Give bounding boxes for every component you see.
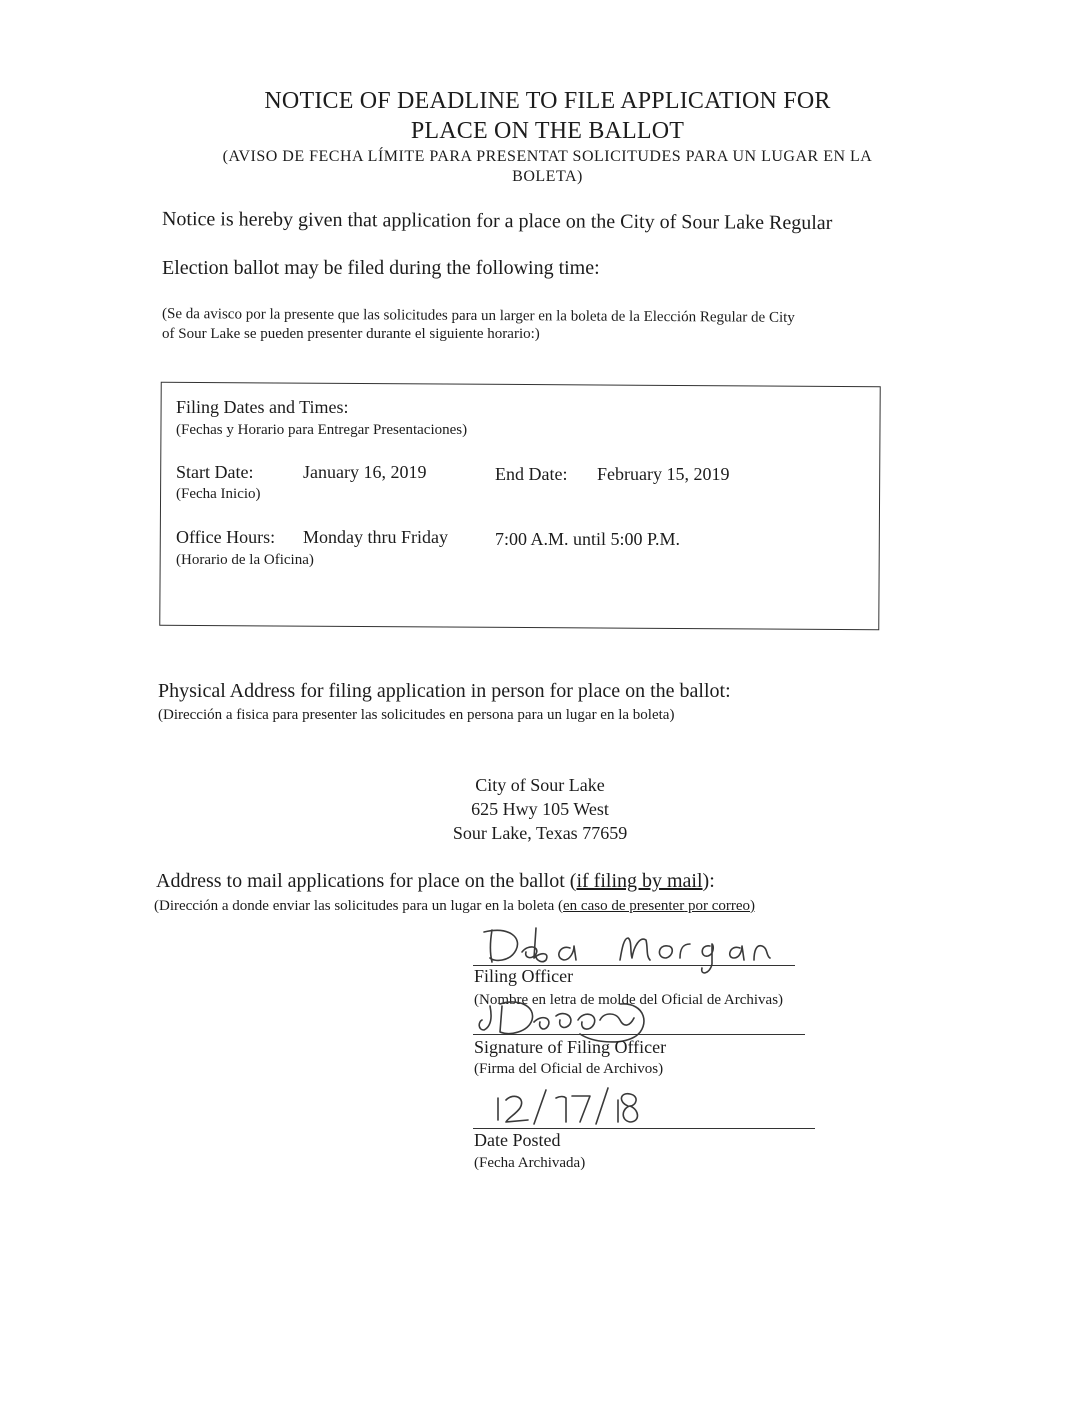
end-date-label: End Date: — [495, 464, 568, 484]
physical-address-label-es: (Dirección a fisica para presenter las solicitudes en persona para un lugar en la boleta) — [158, 707, 675, 723]
notice-spanish-line2: of Sour Lake se pueden presenter durante el siguiente horario:) — [162, 326, 540, 342]
date-posted-handwriting — [490, 1084, 640, 1130]
notice-text-line2: Election ballot may be filed during the following time: — [162, 257, 600, 279]
mail-address-label-underlined: if filing by mail — [576, 870, 703, 892]
signature-line — [473, 1034, 805, 1035]
signature-label-es: (Firma del Oficial de Archivos) — [474, 1061, 664, 1077]
start-date-label: Start Date: — [176, 462, 254, 482]
notice-spanish-line1: (Se da avisco por la presente que las solicitudes para un larger en la boleta de la Elección Regular de City — [161, 306, 795, 326]
filing-dates-box — [159, 382, 880, 630]
address-line2: 625 Hwy 105 West — [471, 799, 609, 819]
mail-address-es-underlined: en caso de presenter — [563, 898, 685, 914]
office-hours-label-es: (Horario de la Oficina) — [176, 552, 314, 568]
start-date-label-es: (Fecha Inicio) — [176, 486, 261, 502]
mail-address-label — [156, 870, 715, 893]
filing-officer-label-es: (Nombre en letra de molde del Oficial de Archivas) — [474, 992, 784, 1008]
notice-text-line1: Notice is hereby given that application for a place on the City of Sour Lake Regular — [161, 208, 833, 235]
office-hours-value: 7:00 A.M. until 5:00 P.M. — [495, 529, 681, 549]
notice-subtitle-line2: BOLETA) — [512, 168, 583, 185]
mail-address-label-es — [154, 898, 755, 915]
notice-subtitle-line1: (AVISO DE FECHA LÍMITE PARA PRESENTAT SOLICITUDES PARA UN LUGAR EN LA — [222, 148, 873, 165]
filing-box-heading: Filing Dates and Times: — [176, 397, 349, 417]
end-date-value: February 15, 2019 — [597, 464, 730, 484]
office-hours-days: Monday thru Friday — [303, 527, 448, 547]
mail-address-es-suffix: por correo) — [684, 898, 755, 914]
mail-address-es-prefix: (Dirección a donde enviar las solicitudes para un lugar en la boleta ( — [154, 898, 564, 914]
signature-label: Signature of Filing Officer — [474, 1037, 667, 1057]
address-line1: City of Sour Lake — [475, 775, 605, 795]
notice-title-line1: NOTICE OF DEADLINE TO FILE APPLICATION FOR — [264, 88, 831, 114]
date-posted-label-es: (Fecha Archivada) — [474, 1155, 586, 1171]
start-date-value: January 16, 2019 — [303, 462, 427, 482]
office-hours-label: Office Hours: — [176, 527, 276, 547]
physical-address-label: Physical Address for filing application in person for place on the ballot: — [158, 680, 731, 702]
address-line3: Sour Lake, Texas 77659 — [452, 823, 628, 843]
date-posted-label: Date Posted — [474, 1130, 561, 1150]
filing-officer-label: Filing Officer — [474, 966, 574, 986]
filing-box-heading-es: (Fechas y Horario para Entregar Presentaciones) — [176, 422, 468, 438]
date-posted-line — [473, 1128, 815, 1129]
mail-address-label-prefix: Address to mail applications for place on the ballot ( — [156, 870, 577, 892]
mail-address-label-suffix: ): — [702, 870, 715, 892]
notice-title-line2: PLACE ON THE BALLOT — [410, 118, 685, 144]
